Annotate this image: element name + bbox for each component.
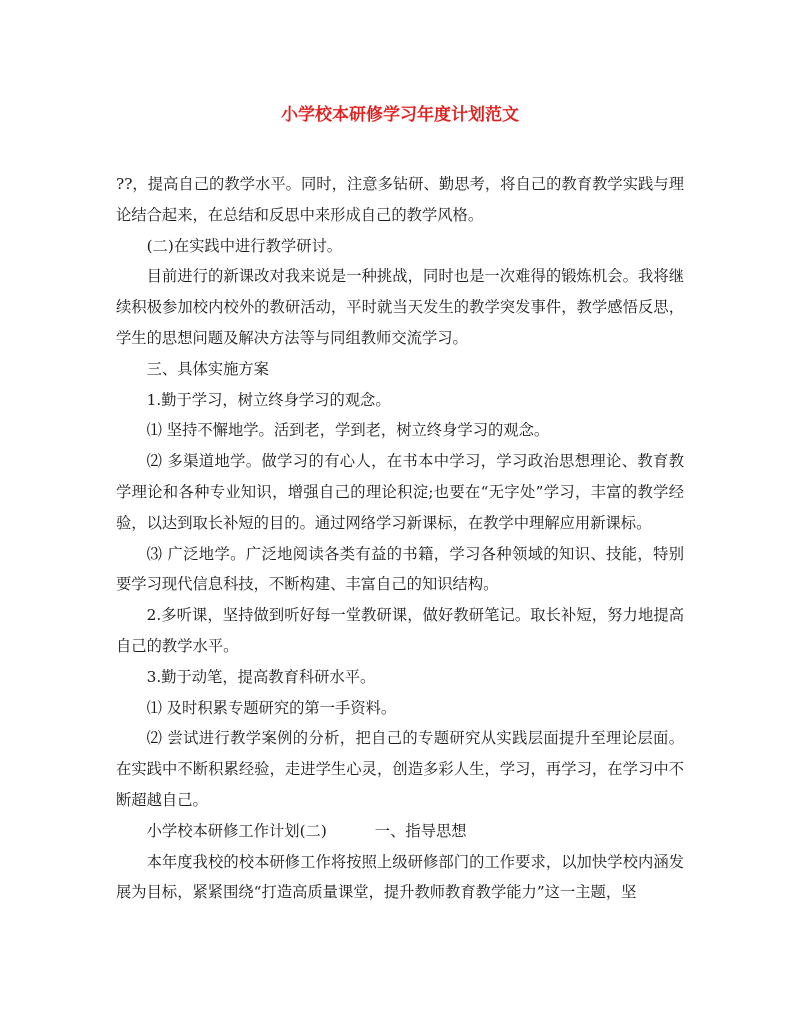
paragraph-item-1-3: ⑶ 广泛地学。广泛地阅读各类有益的书籍，学习各种领域的知识、技能，特别要学习现代信息科技，不断构建、丰富自己的知识结构。 [116,544,684,594]
document-body [116,169,684,908]
paragraph-item-1-2: ⑵ 多渠道地学。做学习的有心人，在书本中学习，学习政治思想理论、教育教学理论和各种专业知识，增强自己的理论积淀;也要在“无字处”学习，丰富的教学经验，以达到取长补短的目的。通过网络学习新课标，在教学中理解应用新课标。 [116,452,684,532]
paragraph-plan-intro: 本年度我校的校本研修工作将按照上级研修部门的工作要求，以加快学校内涵发展为目标，紧紧围绕“打造高质量课堂，提升教师教育教学能力”这一主题，坚 [116,852,684,902]
paragraph-continuation: ??，提高自己的教学水平。同时，注意多钻研、勤思考，将自己的教育教学实践与理论结合起来，在总结和反思中来形成自己的教学风格。 [116,175,684,224]
paragraph-subheading-2: (二)在实践中进行教学研讨。 [146,236,343,255]
paragraph-item-3: 3.勤于动笔，提高教育科研水平。 [146,667,376,686]
paragraph-teaching-research: 目前进行的新课改对我来说是一种挑战，同时也是一次难得的锻炼机会。我将继续积极参加校内校外的教研活动，平时就当天发生的教学突发事件，教学感悟反思，学生的思想问题及解决方法等与同组教师交流学习。 [116,267,684,347]
paragraph-item-1: 1.勤于学习，树立终身学习的观念。 [146,390,391,409]
paragraph-item-3-2: ⑵ 尝试进行教学案例的分析，把自己的专题研究从实践层面提升至理论层面。在实践中不断积累经验，走进学生心灵，创造多彩人生，学习，再学习，在学习中不断超越自己。 [116,729,684,809]
page-title: 小学校本研修学习年度计划范文 [281,105,519,125]
paragraph-item-3-1: ⑴ 及时积累专题研究的第一手资料。 [146,698,397,717]
paragraph-item-2: 2.多听课，坚持做到听好每一堂教研课，做好教研笔记。取长补短，努力地提高自己的教学水平。 [116,606,684,655]
paragraph-section-3-heading: 三、具体实施方案 [146,359,269,378]
section-heading-line [116,816,684,847]
section-heading-right: 一、指导思想 [374,821,467,840]
paragraph-item-1-1: ⑴ 坚持不懈地学。活到老，学到老，树立终身学习的观念。 [146,421,550,440]
section-heading-left: 小学校本研修工作计划(二) [146,821,327,840]
